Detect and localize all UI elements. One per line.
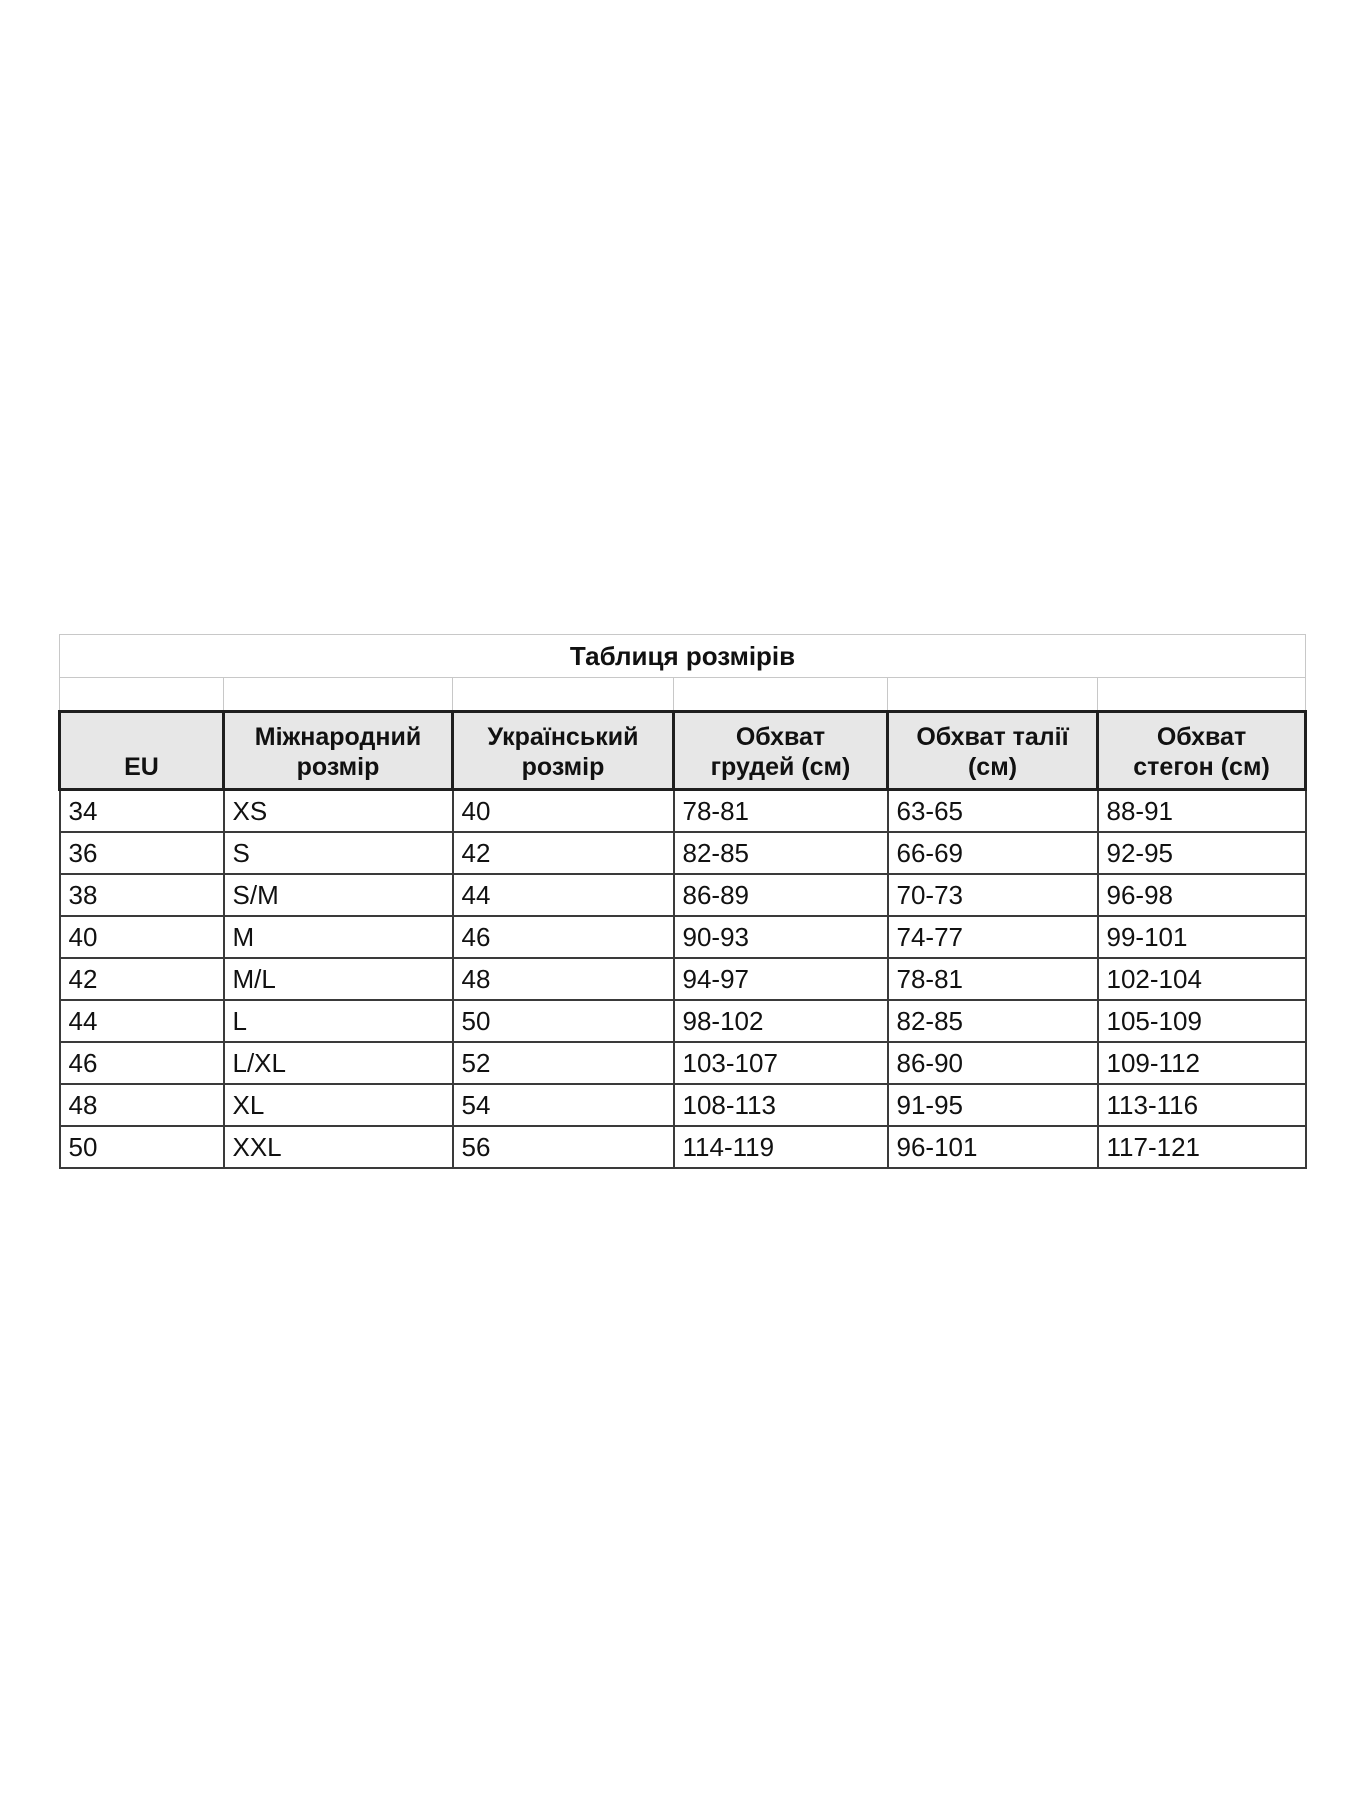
cell-ukrainian-size: 44 xyxy=(453,874,674,916)
cell-ukrainian-size: 52 xyxy=(453,1042,674,1084)
cell-waist-cm: 96-101 xyxy=(888,1126,1098,1168)
cell-waist-cm: 82-85 xyxy=(888,1000,1098,1042)
table-row xyxy=(60,1000,1306,1042)
cell-chest-cm: 103-107 xyxy=(674,1042,888,1084)
column-header-label: Обхват талії xyxy=(916,723,1069,751)
table-row xyxy=(60,916,1306,958)
cell-ukrainian-size: 56 xyxy=(453,1126,674,1168)
cell-eu: 40 xyxy=(60,916,224,958)
cell-waist-cm: 63-65 xyxy=(888,790,1098,833)
cell-chest-cm: 94-97 xyxy=(674,958,888,1000)
cell-eu: 46 xyxy=(60,1042,224,1084)
spacer-cell xyxy=(888,678,1098,712)
column-header-chest-cm xyxy=(674,712,888,790)
column-header-ukrainian-size xyxy=(453,712,674,790)
cell-chest-cm: 86-89 xyxy=(674,874,888,916)
cell-chest-cm: 82-85 xyxy=(674,832,888,874)
column-header-label: Український xyxy=(487,723,639,751)
cell-ukrainian-size: 54 xyxy=(453,1084,674,1126)
spacer-cell xyxy=(60,678,224,712)
cell-eu: 36 xyxy=(60,832,224,874)
cell-hips-cm: 92-95 xyxy=(1098,832,1306,874)
column-header-label: розмір xyxy=(521,753,605,781)
cell-international-size: L xyxy=(224,1000,453,1042)
cell-waist-cm: 78-81 xyxy=(888,958,1098,1000)
cell-chest-cm: 108-113 xyxy=(674,1084,888,1126)
cell-international-size: XS xyxy=(224,790,453,833)
cell-hips-cm: 88-91 xyxy=(1098,790,1306,833)
cell-eu: 38 xyxy=(60,874,224,916)
column-header-waist-cm xyxy=(888,712,1098,790)
table-title: Таблиця розмірів xyxy=(60,635,1306,678)
table-row xyxy=(60,832,1306,874)
cell-waist-cm: 91-95 xyxy=(888,1084,1098,1126)
cell-eu: 50 xyxy=(60,1126,224,1168)
column-header-label: Обхват xyxy=(1156,723,1247,751)
table-row xyxy=(60,1084,1306,1126)
column-header-label: Міжнародний xyxy=(254,723,422,751)
column-header-hips-cm xyxy=(1098,712,1306,790)
cell-chest-cm: 90-93 xyxy=(674,916,888,958)
cell-hips-cm: 117-121 xyxy=(1098,1126,1306,1168)
cell-ukrainian-size: 46 xyxy=(453,916,674,958)
column-header-label: EU xyxy=(124,753,159,781)
cell-international-size: S xyxy=(224,832,453,874)
cell-chest-cm: 114-119 xyxy=(674,1126,888,1168)
cell-waist-cm: 70-73 xyxy=(888,874,1098,916)
header-row xyxy=(60,712,1306,790)
cell-ukrainian-size: 50 xyxy=(453,1000,674,1042)
cell-international-size: M xyxy=(224,916,453,958)
table-row xyxy=(60,1126,1306,1168)
cell-eu: 42 xyxy=(60,958,224,1000)
cell-hips-cm: 105-109 xyxy=(1098,1000,1306,1042)
cell-ukrainian-size: 48 xyxy=(453,958,674,1000)
spacer-cell xyxy=(674,678,888,712)
cell-eu: 48 xyxy=(60,1084,224,1126)
cell-international-size: XXL xyxy=(224,1126,453,1168)
cell-waist-cm: 74-77 xyxy=(888,916,1098,958)
cell-chest-cm: 78-81 xyxy=(674,790,888,833)
cell-hips-cm: 113-116 xyxy=(1098,1084,1306,1126)
spacer-cell xyxy=(224,678,453,712)
spacer-cell xyxy=(1098,678,1306,712)
column-header-label: стегон (см) xyxy=(1133,753,1270,781)
table-row xyxy=(60,874,1306,916)
cell-waist-cm: 66-69 xyxy=(888,832,1098,874)
cell-hips-cm: 109-112 xyxy=(1098,1042,1306,1084)
cell-chest-cm: 98-102 xyxy=(674,1000,888,1042)
cell-waist-cm: 86-90 xyxy=(888,1042,1098,1084)
column-header-eu xyxy=(60,712,224,790)
spacer-row xyxy=(60,678,1306,712)
table-row xyxy=(60,958,1306,1000)
cell-eu: 34 xyxy=(60,790,224,833)
cell-international-size: XL xyxy=(224,1084,453,1126)
table-row xyxy=(60,790,1306,833)
column-header-international-size xyxy=(224,712,453,790)
column-header-label: Обхват xyxy=(735,723,826,751)
cell-ukrainian-size: 42 xyxy=(453,832,674,874)
cell-hips-cm: 99-101 xyxy=(1098,916,1306,958)
table-row xyxy=(60,1042,1306,1084)
cell-hips-cm: 96-98 xyxy=(1098,874,1306,916)
cell-international-size: M/L xyxy=(224,958,453,1000)
column-header-label: (см) xyxy=(967,753,1018,781)
cell-international-size: L/XL xyxy=(224,1042,453,1084)
cell-hips-cm: 102-104 xyxy=(1098,958,1306,1000)
cell-international-size: S/M xyxy=(224,874,453,916)
column-header-label: розмір xyxy=(296,753,380,781)
cell-ukrainian-size: 40 xyxy=(453,790,674,833)
cell-eu: 44 xyxy=(60,1000,224,1042)
column-header-label: грудей (см) xyxy=(710,753,851,781)
title-row xyxy=(60,635,1306,678)
size-table xyxy=(58,634,1307,1169)
spacer-cell xyxy=(453,678,674,712)
